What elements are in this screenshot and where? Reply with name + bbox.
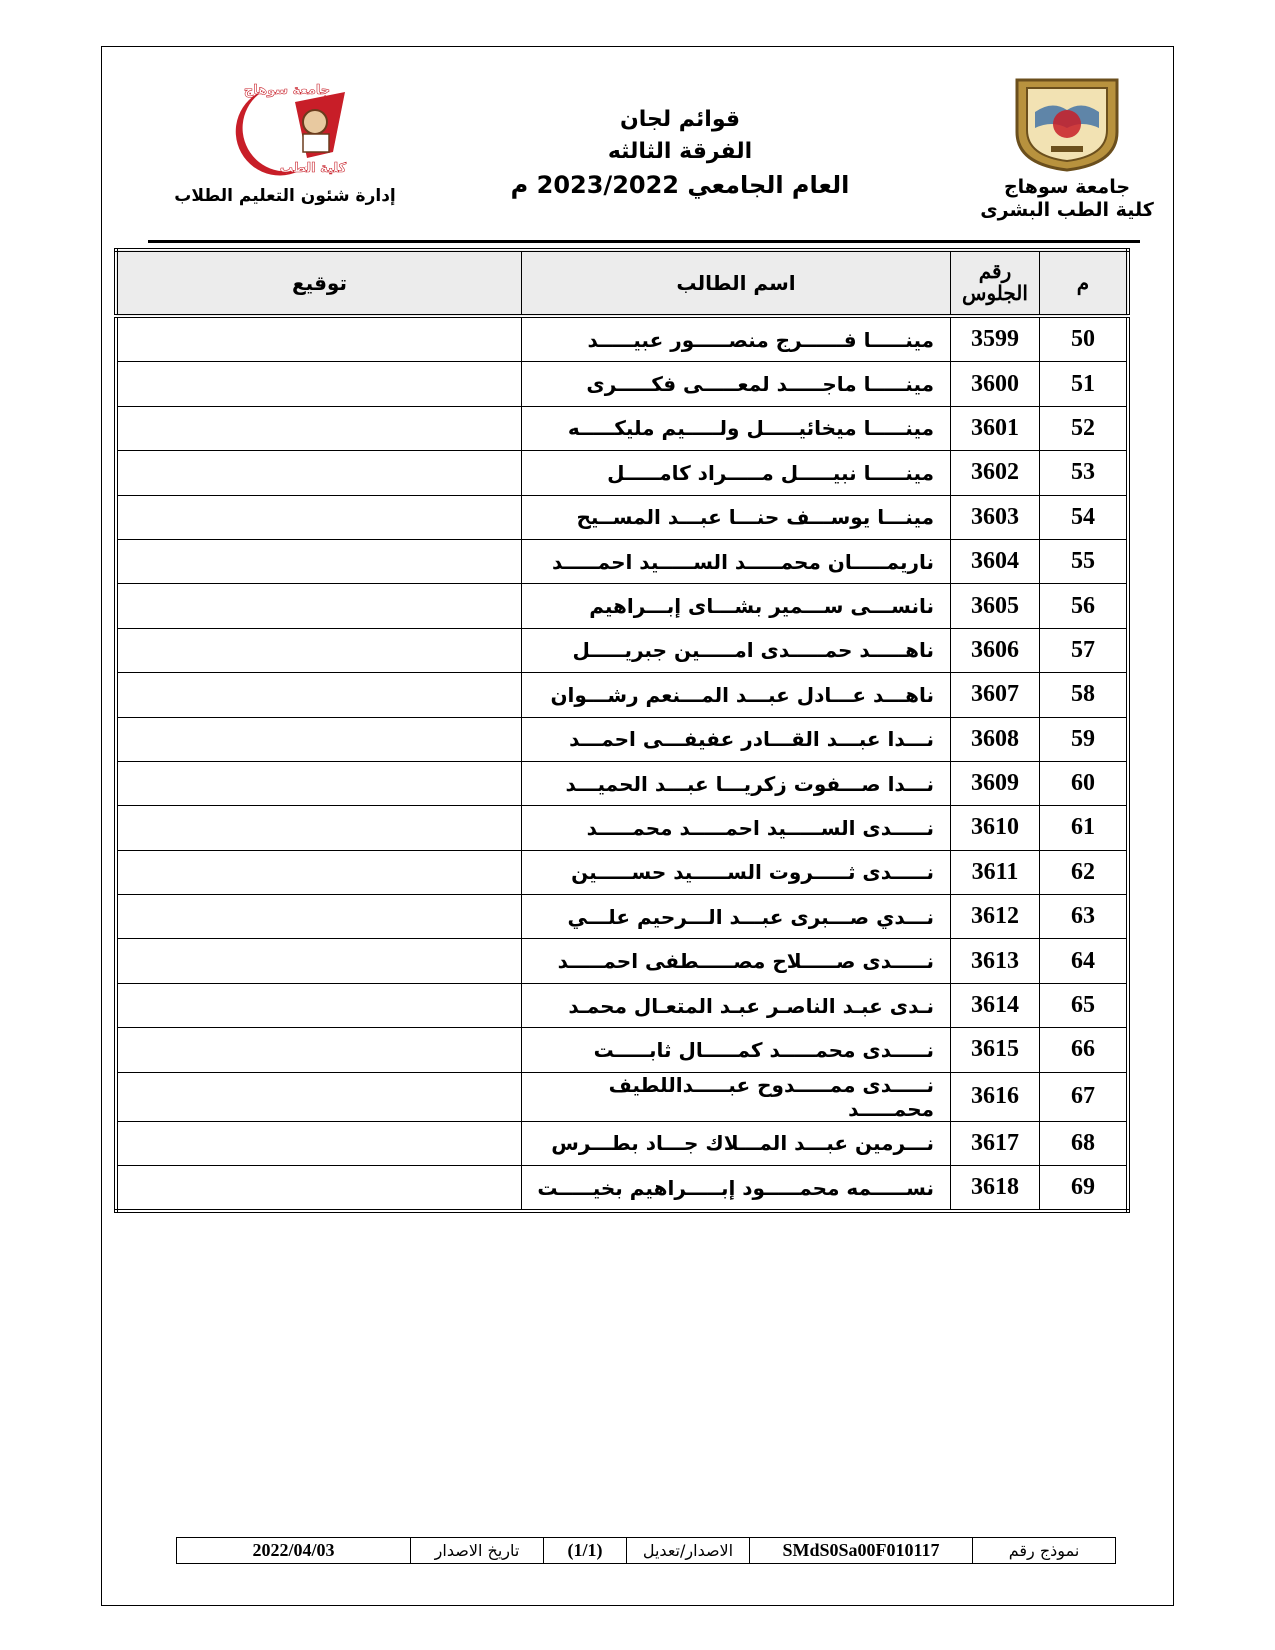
row-signature-cell	[116, 717, 522, 761]
row-number: 51	[1040, 362, 1129, 406]
row-student-name: مينـــــا ماجـــــد لمعـــــى فكـــــرى	[522, 362, 951, 406]
row-signature-cell	[116, 362, 522, 406]
row-seat-number: 3602	[951, 451, 1040, 495]
row-number: 67	[1040, 1072, 1129, 1121]
table-row	[116, 406, 1128, 450]
table-row	[116, 717, 1128, 761]
table-row	[116, 451, 1128, 495]
row-seat-number: 3614	[951, 983, 1040, 1027]
row-seat-number: 3617	[951, 1121, 1040, 1165]
table-row	[116, 850, 1128, 894]
table-row	[116, 1072, 1128, 1121]
row-seat-number: 3611	[951, 850, 1040, 894]
roster-body	[116, 316, 1128, 1211]
table-row	[116, 806, 1128, 850]
row-number: 57	[1040, 628, 1129, 672]
row-signature-cell	[116, 495, 522, 539]
row-seat-number: 3601	[951, 406, 1040, 450]
university-seal-icon	[1007, 72, 1127, 172]
row-number: 54	[1040, 495, 1129, 539]
row-student-name: نـــــدى محمـــــد كمـــــال ثابـــــت	[522, 1028, 951, 1072]
row-student-name: نســـــمه محمـــــود إبـــــراهيم بخيـــــت	[522, 1166, 951, 1212]
row-seat-number: 3612	[951, 895, 1040, 939]
row-student-name: نـــدي صـــبرى عبـــد الـــرحيم علـــي	[522, 895, 951, 939]
row-student-name: مينـــــا ميخائيـــــل ولـــــيم مليكـــــه	[522, 406, 951, 450]
row-signature-cell	[116, 406, 522, 450]
row-signature-cell	[116, 1072, 522, 1121]
row-seat-number: 3610	[951, 806, 1040, 850]
row-seat-number: 3616	[951, 1072, 1040, 1121]
table-row	[116, 1028, 1128, 1072]
row-student-name: ناهـــــد حمـــــدى امـــــين جبريـــــل	[522, 628, 951, 672]
academic-year: العام الجامعي 2023/2022 م	[510, 171, 850, 199]
col-header-signature: توقيع	[116, 250, 522, 316]
row-signature-cell	[116, 1028, 522, 1072]
class-year: الفرقة الثالثه	[607, 139, 753, 164]
row-signature-cell	[116, 451, 522, 495]
row-student-name: نـدى عبـد الناصـر عبـد المتعـال محمـد	[522, 983, 951, 1027]
form-number-label: نموذج رقم	[973, 1538, 1116, 1564]
version-value: (1/1)	[544, 1538, 627, 1564]
committee-roster-table	[114, 248, 1130, 1213]
col-header-name: اسم الطالب	[522, 250, 951, 316]
row-seat-number: 3618	[951, 1166, 1040, 1212]
table-row	[116, 362, 1128, 406]
row-seat-number: 3607	[951, 673, 1040, 717]
department-name: إدارة شئون التعليم الطلاب	[174, 186, 396, 206]
row-number: 62	[1040, 850, 1129, 894]
table-row	[116, 495, 1128, 539]
row-seat-number: 3613	[951, 939, 1040, 983]
row-signature-cell	[116, 628, 522, 672]
row-seat-number: 3605	[951, 584, 1040, 628]
row-signature-cell	[116, 761, 522, 805]
row-seat-number: 3604	[951, 539, 1040, 583]
row-student-name: ناريمـــــان محمـــــد الســـــيد احمـــــد	[522, 539, 951, 583]
issue-date-value: 2022/04/03	[177, 1538, 411, 1564]
row-number: 53	[1040, 451, 1129, 495]
row-student-name: نـــــدى صـــــلاح مصـــــطفى احمـــــد	[522, 939, 951, 983]
row-number: 59	[1040, 717, 1129, 761]
faculty-logo-icon	[195, 78, 375, 178]
issue-date-label: تاريخ الاصدار	[411, 1538, 544, 1564]
table-row	[116, 539, 1128, 583]
row-seat-number: 3599	[951, 316, 1040, 362]
col-header-seat-line1: رقم	[978, 261, 1012, 283]
row-signature-cell	[116, 316, 522, 362]
row-number: 68	[1040, 1121, 1129, 1165]
title-block	[480, 104, 880, 202]
row-student-name: نـــدا صـــفوت زكريـــا عبـــد الحميـــد	[522, 761, 951, 805]
row-seat-number: 3606	[951, 628, 1040, 672]
row-number: 63	[1040, 895, 1129, 939]
row-number: 55	[1040, 539, 1129, 583]
university-name: جامعة سوهاج	[1003, 176, 1131, 198]
row-number: 61	[1040, 806, 1129, 850]
header-divider	[148, 240, 1140, 243]
row-signature-cell	[116, 539, 522, 583]
row-seat-number: 3600	[951, 362, 1040, 406]
department-block	[160, 78, 410, 206]
table-row	[116, 628, 1128, 672]
form-number-value: SMdS0Sa00F010117	[750, 1538, 973, 1564]
row-student-name: ناهـــد عـــادل عبـــد المـــنعم رشـــوان	[522, 673, 951, 717]
table-row	[116, 1121, 1128, 1165]
row-signature-cell	[116, 673, 522, 717]
col-header-number: م	[1040, 250, 1129, 316]
row-seat-number: 3615	[951, 1028, 1040, 1072]
table-row	[116, 983, 1128, 1027]
row-seat-number: 3609	[951, 761, 1040, 805]
table-row	[116, 673, 1128, 717]
row-number: 66	[1040, 1028, 1129, 1072]
footer-row	[177, 1538, 1116, 1564]
row-student-name: نـــــدى الســـــيد احمـــــد محمـــــد	[522, 806, 951, 850]
table-row	[116, 939, 1128, 983]
faculty-name: كلية الطب البشرى	[980, 199, 1154, 221]
row-number: 69	[1040, 1166, 1129, 1212]
row-signature-cell	[116, 1121, 522, 1165]
form-footer	[176, 1537, 1116, 1564]
table-row	[116, 761, 1128, 805]
table-row	[116, 1166, 1128, 1212]
row-student-name: نـــــدى ممـــــدوح عبـــــداللطيف محمـــــد	[522, 1072, 951, 1121]
table-row	[116, 895, 1128, 939]
row-student-name: نـــرمين عبـــد المـــلاك جـــاد بطـــرس	[522, 1121, 951, 1165]
row-seat-number: 3608	[951, 717, 1040, 761]
university-block	[967, 72, 1167, 222]
row-signature-cell	[116, 895, 522, 939]
row-number: 65	[1040, 983, 1129, 1027]
row-number: 58	[1040, 673, 1129, 717]
row-student-name: مينـــــا فــــــرج منصـــــور عبيـــــد	[522, 316, 951, 362]
row-number: 52	[1040, 406, 1129, 450]
table-row	[116, 584, 1128, 628]
row-student-name: نـــدا عبـــد القـــادر عفيفـــى احمـــد	[522, 717, 951, 761]
row-student-name: مينـــــا نبيـــــل مـــــراد كامـــــل	[522, 451, 951, 495]
row-number: 64	[1040, 939, 1129, 983]
row-number: 60	[1040, 761, 1129, 805]
row-student-name: مينـــا يوســـف حنـــا عبـــد المســيح	[522, 495, 951, 539]
logo-text-top: جامعة سوهاج	[243, 83, 331, 98]
table-row	[116, 316, 1128, 362]
row-student-name: نـــــدى ثـــــروت الســـــيد حســـــين	[522, 850, 951, 894]
table-header-row	[116, 250, 1128, 316]
page-title: قوائم لجان	[619, 107, 741, 132]
logo-text-bottom: كلية الطب	[279, 161, 347, 176]
row-signature-cell	[116, 939, 522, 983]
version-label: الاصدار/تعديل	[627, 1538, 750, 1564]
col-header-seat	[951, 250, 1040, 316]
row-signature-cell	[116, 1166, 522, 1212]
col-header-seat-line2: الجلوس	[962, 283, 1028, 305]
row-signature-cell	[116, 806, 522, 850]
row-number: 50	[1040, 316, 1129, 362]
row-signature-cell	[116, 584, 522, 628]
row-signature-cell	[116, 983, 522, 1027]
row-student-name: نانســـى ســـمير بشـــاى إبـــراهيم	[522, 584, 951, 628]
row-seat-number: 3603	[951, 495, 1040, 539]
row-number: 56	[1040, 584, 1129, 628]
row-signature-cell	[116, 850, 522, 894]
